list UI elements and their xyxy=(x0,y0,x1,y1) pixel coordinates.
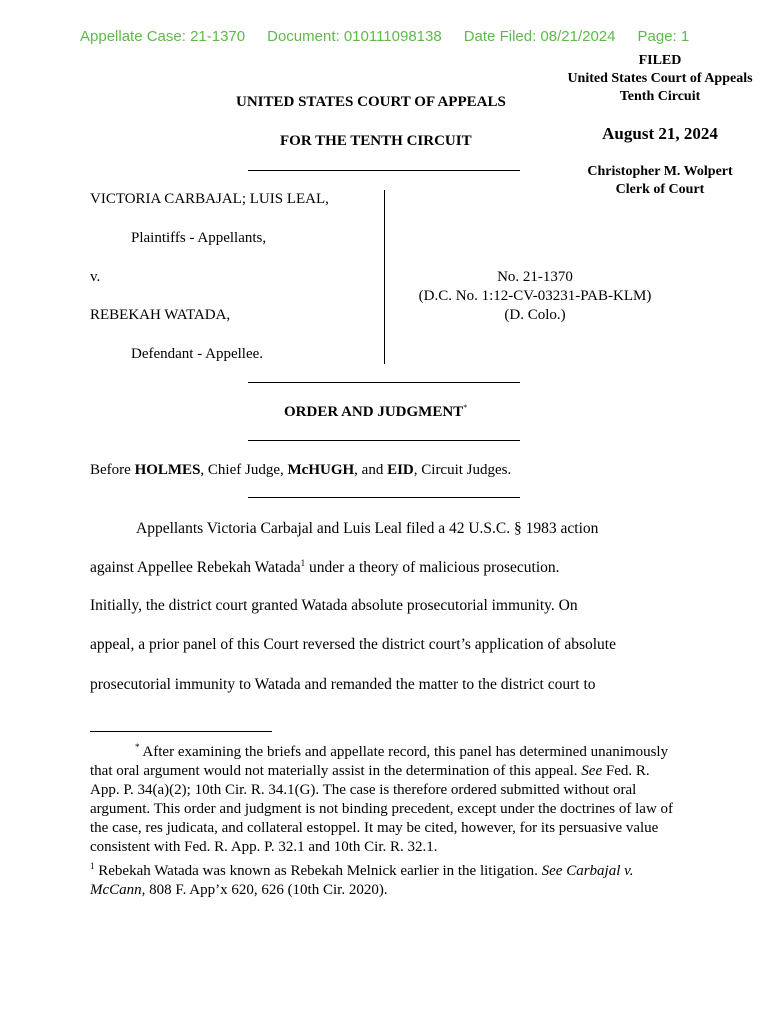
footnote-separator xyxy=(90,731,272,732)
body-line: Appellants Victoria Carbajal and Luis Leal filed a 42 U.S.C. § 1983 action xyxy=(136,520,599,537)
filed-stamp xyxy=(548,52,770,106)
panel-line xyxy=(90,462,511,479)
clerk-title: Clerk of Court xyxy=(615,182,705,197)
panel-tail: , Circuit Judges. xyxy=(413,462,512,478)
document-title xyxy=(284,403,467,421)
stamp-page: Page: 1 xyxy=(637,28,690,45)
plaintiffs-role: Plaintiffs - Appellants, xyxy=(131,230,267,246)
defendant-name: REBEKAH WATADA, xyxy=(90,307,231,323)
footnote-marker: 1 xyxy=(90,861,95,871)
case-info xyxy=(395,268,675,325)
signal-see: See xyxy=(541,863,563,879)
stamp-document-number: Document: 010111098138 xyxy=(267,28,442,45)
filed-date: August 21, 2024 xyxy=(602,124,718,143)
filed-label: FILED xyxy=(638,53,682,68)
panel-before: Before xyxy=(90,462,135,478)
circuit-name: FOR THE TENTH CIRCUIT xyxy=(280,133,472,149)
footnote-marker: * xyxy=(135,742,140,752)
body-text: against Appellee Rebekah Watada xyxy=(90,559,301,577)
filed-court-line2: Tenth Circuit xyxy=(619,89,701,104)
body-line xyxy=(90,558,560,577)
signal-see: See xyxy=(581,763,603,779)
body-line: prosecutorial immunity to Watada and remanded the matter to the district court to xyxy=(90,676,596,693)
stamp-case-number: Appellate Case: 21-1370 xyxy=(80,28,246,45)
judge-holmes: HOLMES xyxy=(134,462,201,478)
clerk-name: Christopher M. Wolpert xyxy=(587,164,733,179)
body-text: under a theory of malicious prosecution. xyxy=(305,559,560,577)
divider xyxy=(248,382,520,383)
district-case-number: (D.C. No. 1:12-CV-03231-PAB-KLM) xyxy=(418,288,652,304)
footnote-marker: 1 xyxy=(300,558,306,568)
defendant-role: Defendant - Appellee. xyxy=(131,346,264,362)
divider xyxy=(248,170,520,171)
court-name: UNITED STATES COURT OF APPEALS xyxy=(236,94,506,110)
filed-court-line1: United States Court of Appeals xyxy=(567,71,753,86)
footnote-text: After examining the briefs and appellate record, this panel has determined unanimously that oral argument would not materially assist in the determination of this appeal. xyxy=(90,744,669,779)
stamp-date-filed: Date Filed: 08/21/2024 xyxy=(463,28,616,45)
plaintiffs-names: VICTORIA CARBAJAL; LUIS LEAL, xyxy=(90,191,329,207)
caption-divider xyxy=(384,190,385,364)
versus: v. xyxy=(90,269,101,285)
clerk-block xyxy=(560,163,760,199)
document-title-text: ORDER AND JUDGMENT xyxy=(284,404,464,420)
footnote-marker: * xyxy=(463,403,468,412)
district: (D. Colo.) xyxy=(504,307,566,323)
body-line: Initially, the district court granted Watada absolute prosecutorial immunity. On xyxy=(90,597,578,614)
panel-role: , Chief Judge, xyxy=(200,462,288,478)
case-citation-name: Carbajal v. McCann xyxy=(90,863,634,898)
footnote-text: Rebekah Watada was known as Rebekah Melnick earlier in the litigation. xyxy=(94,863,542,879)
case-number: No. 21-1370 xyxy=(497,269,573,285)
case-citation: , 808 F. App’x 620, 626 (10th Cir. 2020). xyxy=(141,882,388,898)
divider xyxy=(248,497,520,498)
panel-and: , and xyxy=(354,462,388,478)
judge-mchugh: McHUGH xyxy=(287,462,355,478)
body-line: appeal, a prior panel of this Court reversed the district court’s application of absolute xyxy=(90,636,616,653)
filing-header-stamp xyxy=(80,28,711,45)
divider xyxy=(248,440,520,441)
footnote-1 xyxy=(90,857,680,900)
footnotes xyxy=(90,738,680,900)
judge-eid: EID xyxy=(387,462,414,478)
footnote-star xyxy=(90,738,680,857)
footnote-text: Fed. R. App. P. 34(a)(2); 10th Cir. R. 34.1(G). The case is therefore ordered submitted without oral argument. This order and judgment is not binding precedent, except under the doctrines of law of the case, res judicata, and collateral estoppel. It may be cited, however, for its persuasive value consistent with Fed. R. App. P. 32.1 and 10th Cir. R. 32.1. xyxy=(90,763,674,855)
